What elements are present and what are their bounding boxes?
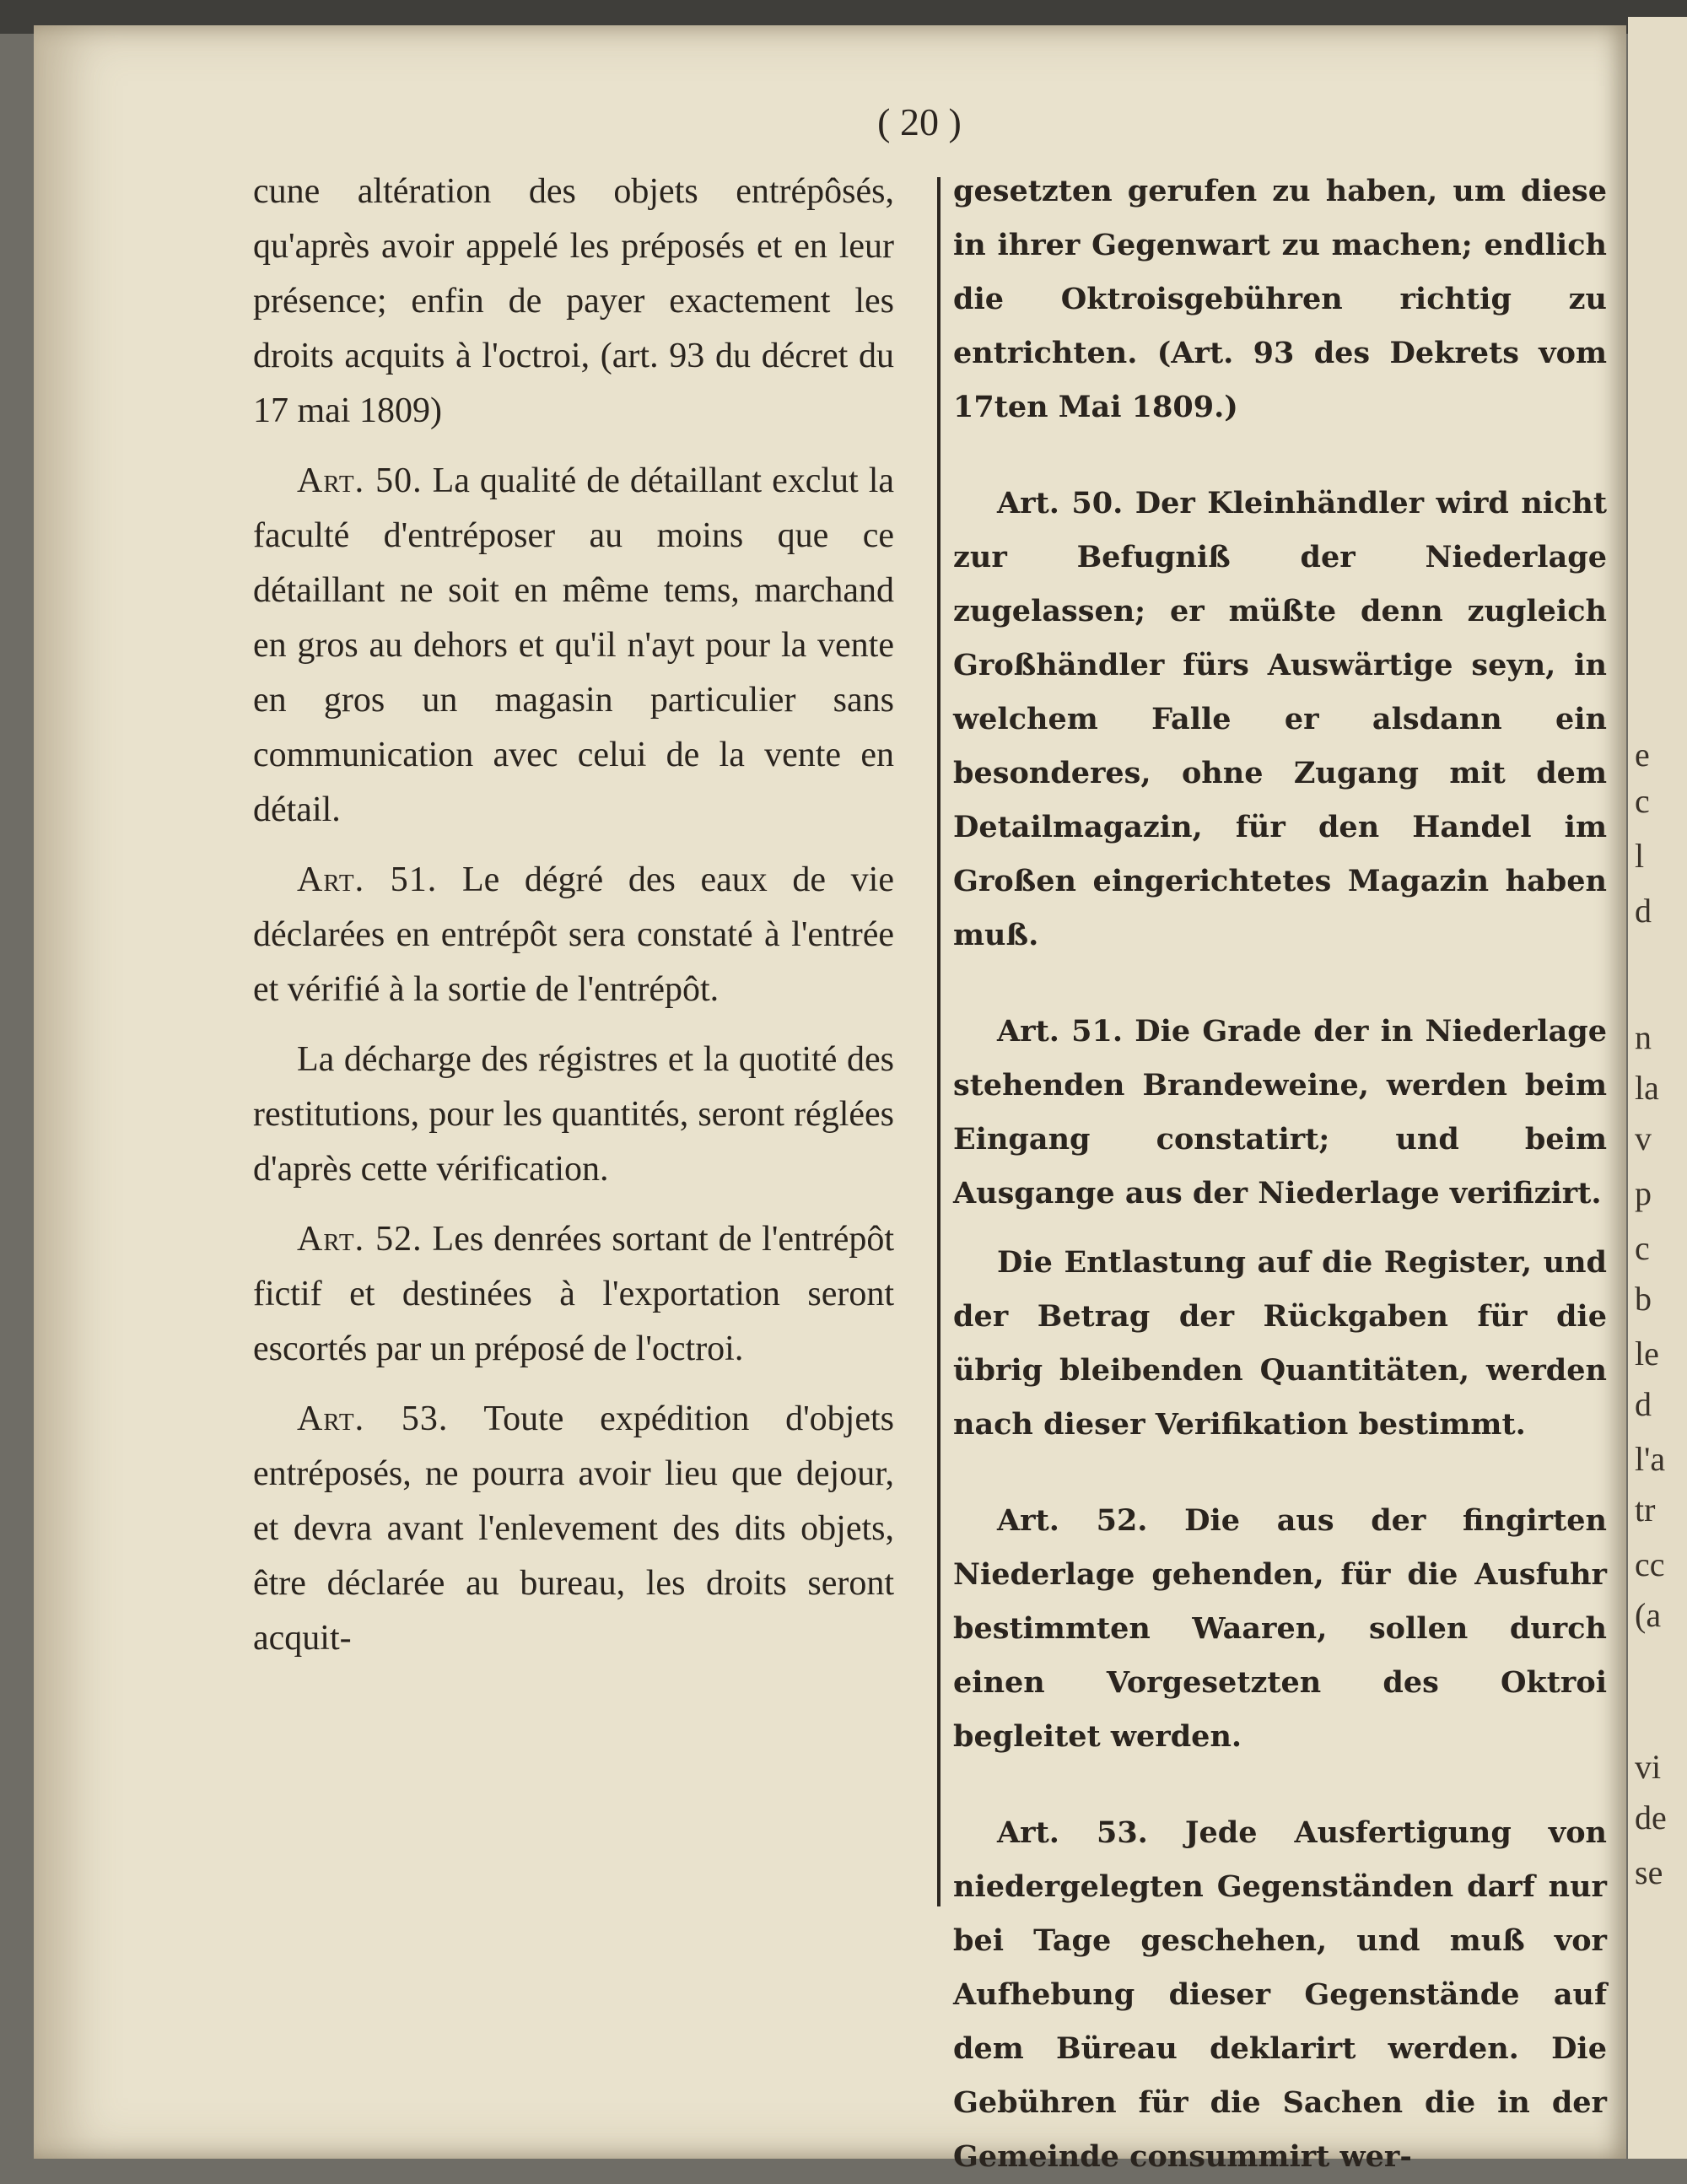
article-label: Art. 50. — [997, 486, 1124, 520]
paragraph-text: Le dégré des eaux de vie déclarées en entrépôt sera constaté à l'entrée et vérifié à la sortie de l'entrépôt. — [253, 860, 894, 1009]
column-divider — [937, 177, 941, 1906]
french-paragraph — [253, 1392, 894, 1666]
german-paragraph — [953, 477, 1607, 963]
adjacent-fragment: vi — [1635, 1748, 1662, 1786]
adjacent-fragment: de — [1635, 1798, 1667, 1836]
french-paragraph — [253, 164, 894, 439]
adjacent-fragment: la — [1635, 1069, 1659, 1107]
paragraph-text: La qualité de détaillant exclut la faculté d'entréposer au moins que ce détaillant ne soit en même tems, marchand en gros au dehors et qu'il n'ayt pour la vente en gros un magasin particulier sans communication avec celui de la vente en détail. — [253, 461, 895, 829]
paragraph-text: Jede Ausfertigung von niedergelegten Gegenständen darf nur bei Tage geschehen, und muß vor Aufhebung dieser Gegenstände auf dem Büreau deklarirt werden. Die Gebühren für die Sachen die in der Gemeinde consummirt wer- — [953, 1815, 1607, 2174]
article-label: Art. 50. — [297, 461, 423, 500]
paragraph-text: Die aus der fingirten Niederlage gehenden, für die Ausfuhr bestimmten Waaren, sollen durch einen Vorgesetzten des Oktroi begleitet werden. — [953, 1503, 1608, 1754]
adjacent-fragment: d — [1635, 892, 1652, 930]
german-column — [953, 164, 1607, 2184]
german-paragraph — [953, 1236, 1607, 1452]
german-paragraph — [953, 164, 1607, 434]
page-number: ( 20 ) — [877, 100, 962, 143]
paragraph-text: Der Kleinhändler wird nicht zur Befugniß der Niederlage zugelassen; er müßte denn zugleich Großhändler fürs Auswärtige seyn, in welchem Falle er alsdann ein besonderes, ohne Zugang mit dem Detailmagazin, für den Handel im Großen eingerichtetes Magazin haben muß. — [953, 486, 1608, 952]
adjacent-fragment: c — [1635, 782, 1650, 820]
article-label: Art. 51. — [997, 1014, 1124, 1049]
french-paragraph — [253, 1033, 894, 1197]
adjacent-fragment: l — [1635, 837, 1645, 875]
french-column — [253, 164, 894, 1666]
article-label: Art. 52. — [997, 1503, 1148, 1538]
french-paragraph — [253, 1212, 894, 1377]
adjacent-fragment: se — [1635, 1853, 1663, 1891]
paragraph-text: cune altération des objets entrépôsés, qu'après avoir appelé les préposés et en leur présence; enfin de payer exactement les droits acquits à l'octroi, (art. 93 du décret du 17 mai 1809) — [253, 172, 894, 430]
adjacent-fragment: l'a — [1635, 1440, 1666, 1478]
german-paragraph — [953, 1806, 1607, 2184]
adjacent-page-edge — [1628, 17, 1687, 2159]
german-paragraph — [953, 1494, 1607, 1764]
adjacent-fragment: p — [1635, 1174, 1652, 1212]
adjacent-fragment: b — [1635, 1280, 1652, 1318]
paragraph-text: Die Grade der in Niederlage stehenden Brandeweine, werden beim Eingang constatirt; und beim Ausgange aus der Niederlage verifizirt. — [953, 1014, 1607, 1211]
paragraph-text: Die Entlastung auf die Register, und der Betrag der Rückgaben für die übrig bleibenden Quantitäten, werden nach dieser Verifikation bestimmt. — [953, 1245, 1607, 1442]
adjacent-fragment: c — [1635, 1229, 1650, 1267]
french-paragraph — [253, 454, 894, 838]
french-paragraph — [253, 853, 894, 1017]
adjacent-fragment: tr — [1635, 1491, 1656, 1529]
adjacent-fragment: cc — [1635, 1545, 1665, 1583]
adjacent-fragment: n — [1635, 1018, 1652, 1056]
adjacent-fragment: le — [1635, 1335, 1659, 1372]
adjacent-fragment: v — [1635, 1119, 1652, 1157]
adjacent-fragment: (a — [1635, 1596, 1662, 1634]
paragraph-text: gesetzten gerufen zu haben, um diese in ihrer Gegenwart zu machen; endlich die Oktroisgebühren richtig zu entrichten. (Art. 93 des Dekrets vom 17ten Mai 1809.) — [953, 174, 1607, 424]
paragraph-text: Toute expédition d'objets entréposés, ne pourra avoir lieu que dejour, et devra avant l'enlevement des dits objets, être déclarée au bureau, les droits seront acquit- — [253, 1399, 894, 1658]
german-paragraph — [953, 1005, 1607, 1221]
article-label: Art. 52. — [297, 1220, 423, 1259]
article-label: Art. 53. — [297, 1399, 449, 1438]
article-label: Art. 51. — [297, 860, 438, 899]
article-label: Art. 53. — [997, 1815, 1148, 1850]
adjacent-fragment: d — [1635, 1385, 1652, 1423]
paragraph-text: La décharge des régistres et la quotité des restitutions, pour les quantités, seront réglées d'après cette vérification. — [253, 1040, 894, 1189]
paragraph-text: Les denrées sortant de l'entrépôt fictif et destinées à l'exportation seront escortés par un préposé de l'octroi. — [253, 1220, 895, 1368]
adjacent-fragment: e — [1635, 736, 1650, 774]
